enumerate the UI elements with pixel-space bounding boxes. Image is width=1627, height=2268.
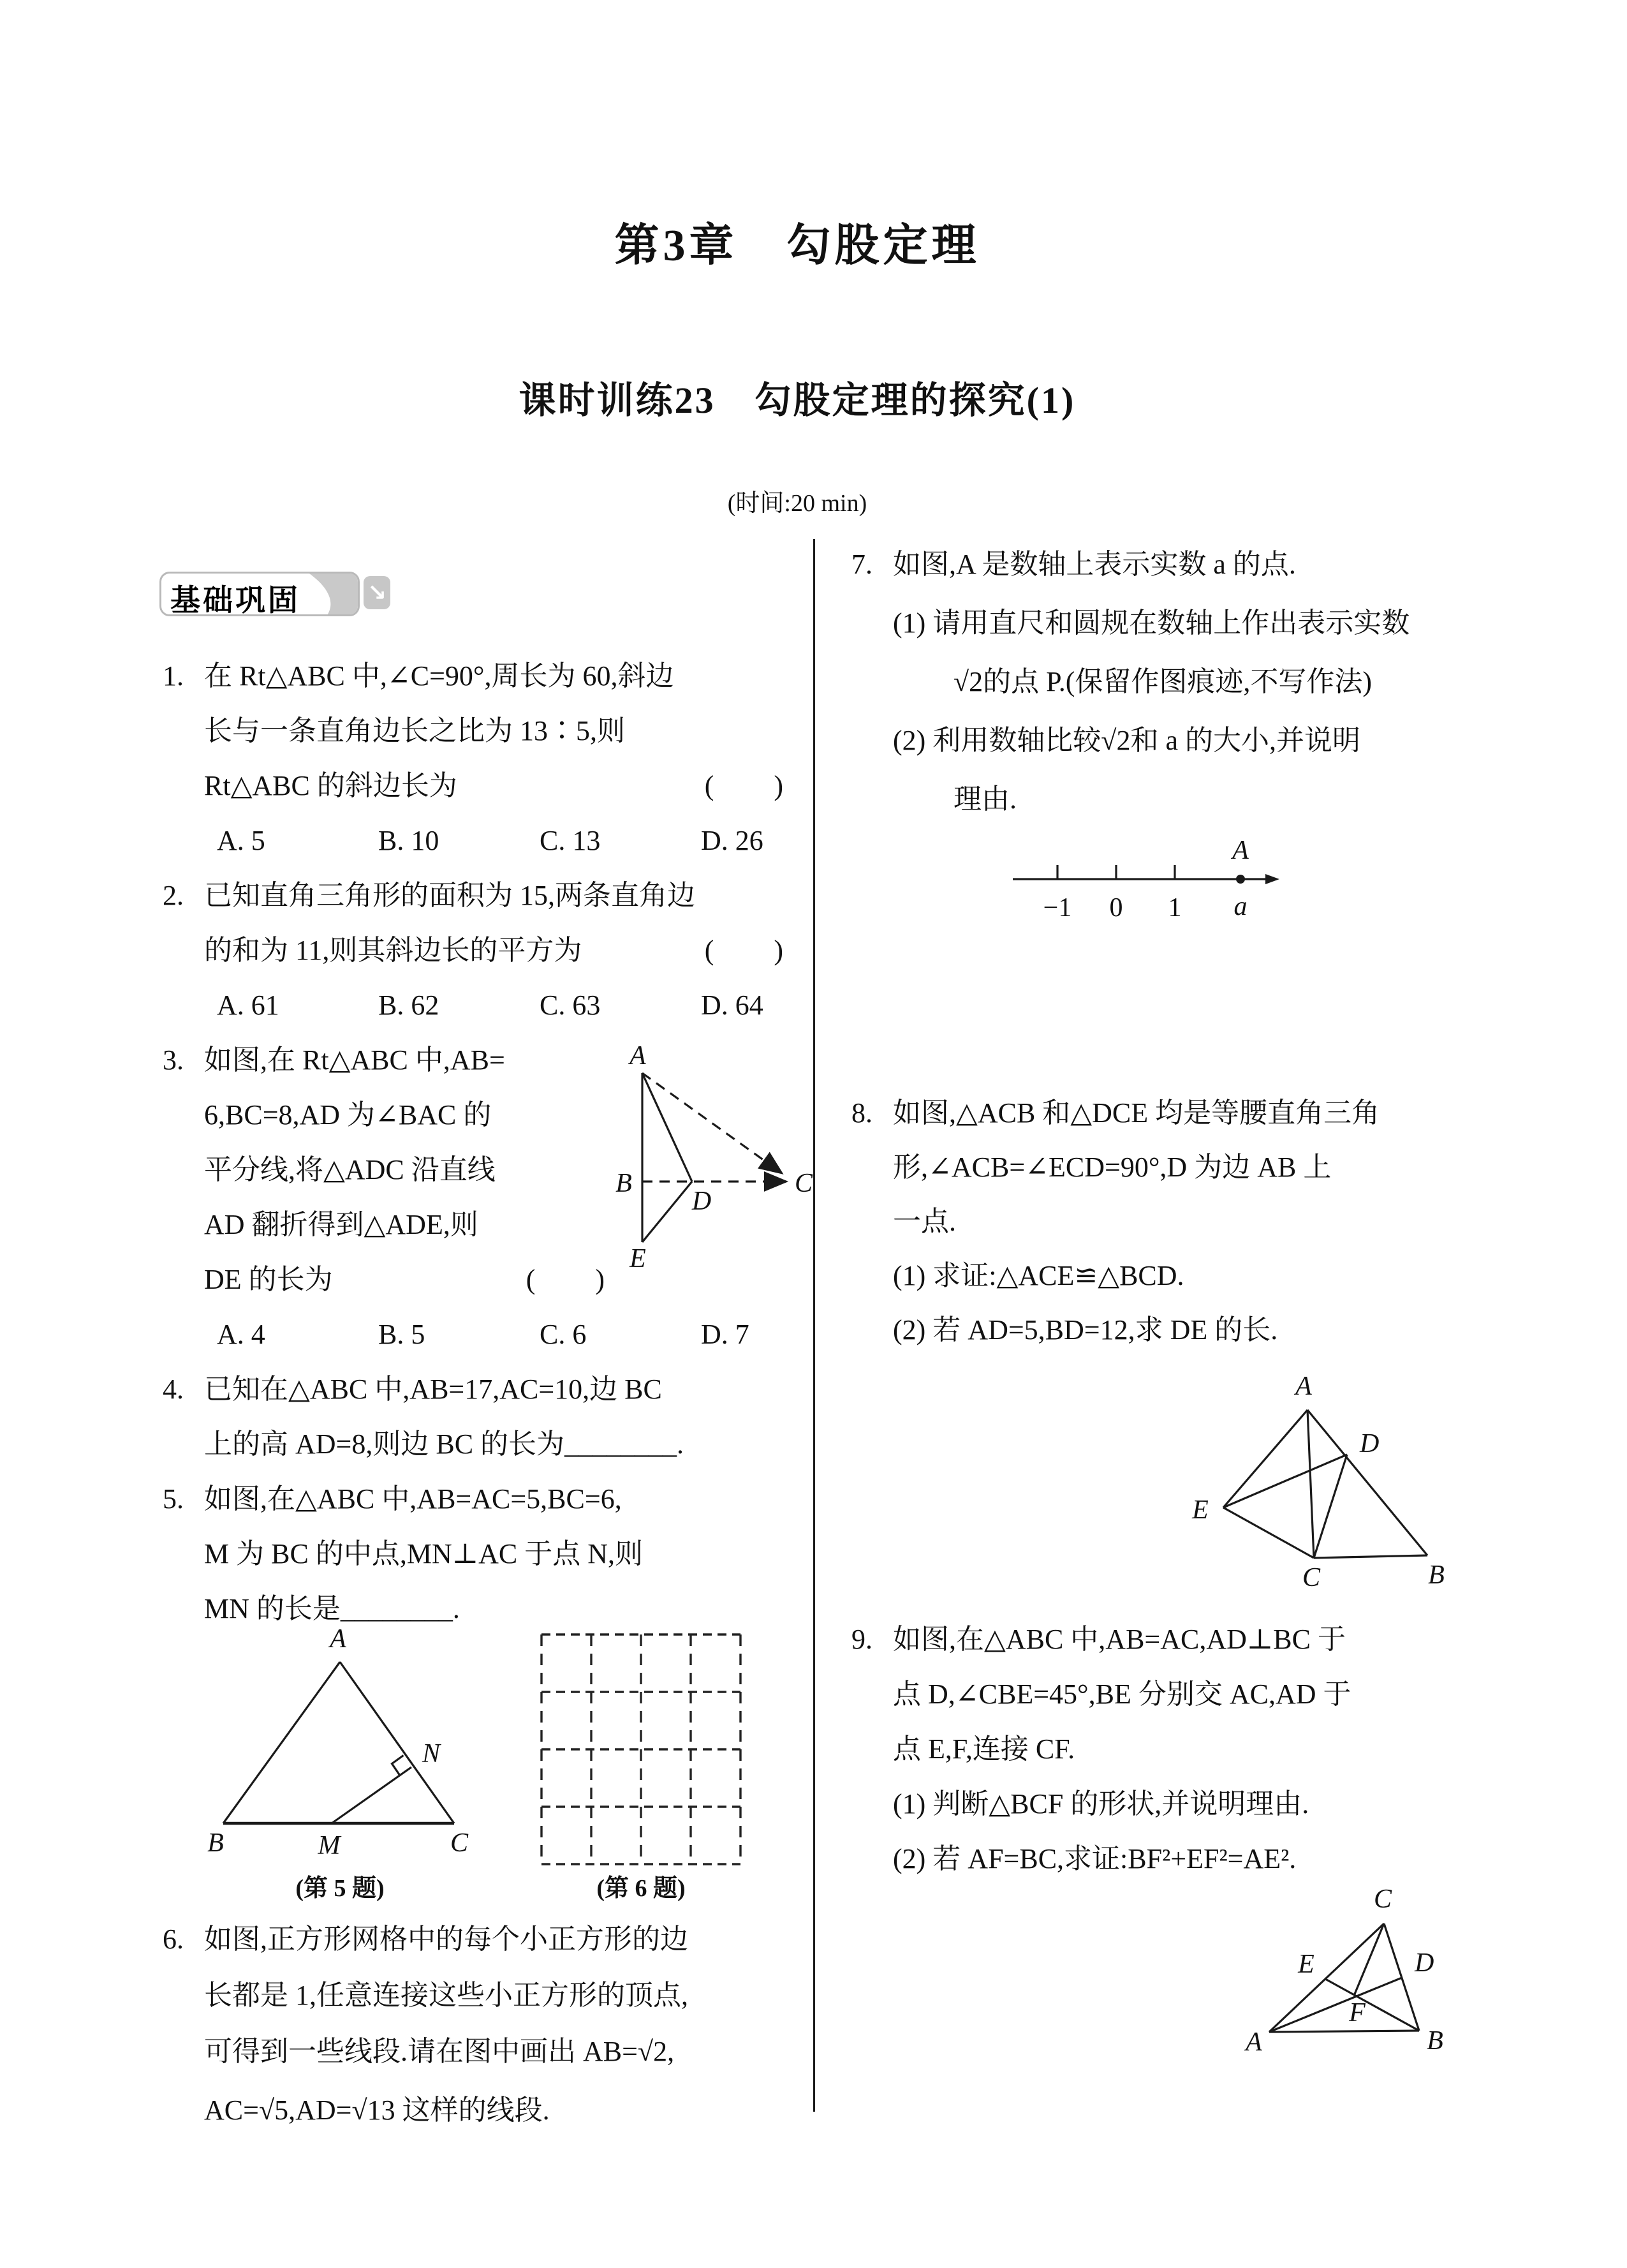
- problem-text: AD 翻折得到△ADE,则: [204, 1209, 478, 1240]
- problem-text: 点 D,∠CBE=45°,BE 分别交 AC,AD 于: [893, 1679, 1351, 1710]
- problem-text: √2的点 P.(保留作图痕迹,不写作法): [953, 666, 1373, 697]
- section-badge-label: 基础巩固: [170, 584, 300, 616]
- choice-b: B. 5: [378, 1319, 425, 1350]
- problem-text: 一点.: [893, 1206, 956, 1237]
- problem-text: M 为 BC 的中点,MN⊥AC 于点 N,则: [204, 1538, 643, 1569]
- problem-text: 平分线,将△ADC 沿直线: [204, 1154, 496, 1185]
- fig8-label-B: B: [1428, 1560, 1445, 1590]
- fig3-label-A: A: [629, 1041, 646, 1071]
- problem-text: 的和为 11,则其斜边长的平方为: [204, 935, 582, 966]
- fig5-label-N: N: [422, 1739, 441, 1768]
- fig8-label-E: E: [1192, 1495, 1209, 1525]
- fig5-label-B: B: [207, 1828, 224, 1858]
- fig9-label-F: F: [1349, 1998, 1366, 2027]
- choice-d: D. 26: [701, 825, 763, 856]
- figure-problem-9: [1231, 1869, 1524, 2093]
- figure-problem-6-grid: [539, 1632, 743, 1867]
- problem-text: MN 的长是________.: [204, 1593, 460, 1624]
- problem-text: 已知在△ABC 中,AB=17,AC=10,边 BC: [204, 1374, 662, 1405]
- problem-text: 如图,在△ABC 中,AB=AC,AD⊥BC 于: [893, 1624, 1346, 1655]
- answer-paren: ( ): [526, 1264, 606, 1295]
- fig3-label-E: E: [629, 1244, 646, 1273]
- problem-text: 理由.: [953, 783, 1017, 815]
- problem-text: (1) 判断△BCF 的形状,并说明理由.: [893, 1788, 1309, 1820]
- badge-arrow-icon: ↘: [364, 576, 390, 609]
- problem-text: 点 E,F,连接 CF.: [893, 1733, 1075, 1765]
- problem-number: 4.: [163, 1374, 184, 1405]
- problem-text: (2) 若 AD=5,BD=12,求 DE 的长.: [893, 1314, 1278, 1345]
- numberline-label-A: A: [1232, 836, 1249, 865]
- problem-text: 如图,A 是数轴上表示实数 a 的点.: [893, 549, 1296, 580]
- problem-text: 6,BC=8,AD 为∠BAC 的: [204, 1099, 492, 1130]
- choice-row: [204, 822, 784, 860]
- fig3-label-B: B: [615, 1169, 632, 1198]
- fig9-label-C: C: [1373, 1885, 1392, 1914]
- problem-text: (1) 求证:△ACE≌△BCD.: [893, 1260, 1184, 1291]
- problem-number: 8.: [851, 1097, 872, 1129]
- problem-text: (2) 利用数轴比较√2和 a 的大小,并说明: [893, 725, 1360, 756]
- choice-c: C. 13: [540, 825, 601, 856]
- problem-text: 长都是 1,任意连接这些小正方形的顶点,: [204, 1980, 688, 2011]
- problem-number: 2.: [163, 880, 184, 911]
- choice-a: A. 4: [217, 1319, 265, 1350]
- fig8-label-A: A: [1295, 1372, 1312, 1401]
- problem-text: 可得到一些线段.请在图中画出 AB=√2,: [204, 2036, 675, 2067]
- problem-text: 如图,正方形网格中的每个小正方形的边: [204, 1923, 688, 1955]
- problem-number: 9.: [851, 1624, 872, 1655]
- choice-b: B. 62: [378, 989, 439, 1021]
- figure6-caption: (第 6 题): [596, 1875, 686, 1902]
- choice-a: A. 61: [217, 989, 279, 1021]
- fig8-label-D: D: [1360, 1429, 1380, 1458]
- choice-c: C. 63: [540, 989, 601, 1021]
- point-A-dot: [1236, 875, 1245, 884]
- problem-number: 3.: [163, 1044, 184, 1076]
- choice-a: A. 5: [217, 825, 265, 856]
- answer-paren: ( ): [704, 770, 784, 801]
- problem-text: 在 Rt△ABC 中,∠C=90°,周长为 60,斜边: [204, 660, 674, 692]
- answer-paren: ( ): [704, 935, 784, 966]
- figure-problem-8: [1161, 1359, 1518, 1592]
- tick-label-neg1: −1: [1043, 893, 1072, 923]
- problem-text: 形,∠ACB=∠ECD=90°,D 为边 AB 上: [893, 1152, 1332, 1183]
- problem-number: 1.: [163, 660, 184, 692]
- problem-text: 上的高 AD=8,则边 BC 的长为________.: [204, 1428, 684, 1460]
- problem-number: 5.: [163, 1483, 184, 1515]
- chapter-title: 第3章 勾股定理: [614, 221, 980, 271]
- problem-text: 如图,在△ABC 中,AB=AC=5,BC=6,: [204, 1483, 622, 1515]
- fig9-label-D: D: [1415, 1948, 1434, 1978]
- fig8-label-C: C: [1302, 1563, 1321, 1592]
- problem-text: Rt△ABC 的斜边长为: [204, 770, 457, 801]
- fig3-label-C: C: [795, 1169, 813, 1198]
- choice-row: [204, 986, 784, 1025]
- problem-text: 长与一条直角边长之比为 13∶5,则: [204, 715, 625, 746]
- time-note: (时间:20 min): [727, 490, 867, 517]
- problem-text: 如图,△ACB 和△DCE 均是等腰直角三角: [893, 1097, 1380, 1129]
- choice-row: [204, 1316, 784, 1354]
- tick-label-1: 1: [1168, 893, 1182, 923]
- fig5-label-A: A: [330, 1624, 346, 1654]
- figure-problem-3: [600, 1040, 816, 1273]
- problem-text: AC=√5,AD=√13 这样的线段.: [204, 2094, 550, 2126]
- figure5-caption: (第 5 题): [295, 1875, 385, 1902]
- figure-problem-5: [191, 1620, 472, 1863]
- choice-d: D. 7: [701, 1319, 749, 1350]
- column-divider: [813, 539, 815, 2112]
- fig5-label-M: M: [318, 1831, 341, 1860]
- problem-text: 如图,在 Rt△ABC 中,AB=: [204, 1044, 505, 1076]
- problem-text: (2) 若 AF=BC,求证:BF²+EF²=AE².: [893, 1843, 1297, 1874]
- numberline-label-a: a: [1233, 892, 1248, 921]
- fig5-label-C: C: [450, 1828, 469, 1858]
- tick-label-0: 0: [1109, 893, 1123, 923]
- figure-problem-7-numberline: [1001, 829, 1295, 938]
- problem-number: 6.: [163, 1923, 184, 1955]
- section-badge: [159, 572, 360, 616]
- fig3-label-D: D: [691, 1187, 712, 1216]
- choice-b: B. 10: [378, 825, 439, 856]
- fig9-label-E: E: [1298, 1950, 1314, 1979]
- problem-text: (1) 请用直尺和圆规在数轴上作出表示实数: [893, 607, 1410, 639]
- lesson-title: 课时训练23 勾股定理的探究(1): [519, 380, 1076, 421]
- choice-d: D. 64: [701, 989, 763, 1021]
- problem-number: 7.: [851, 549, 872, 580]
- choice-c: C. 6: [540, 1319, 587, 1350]
- problem-text: 已知直角三角形的面积为 15,两条直角边: [204, 880, 695, 911]
- fig9-label-A: A: [1246, 2027, 1262, 2057]
- fig9-label-B: B: [1427, 2026, 1443, 2056]
- problem-text: DE 的长为: [204, 1264, 333, 1295]
